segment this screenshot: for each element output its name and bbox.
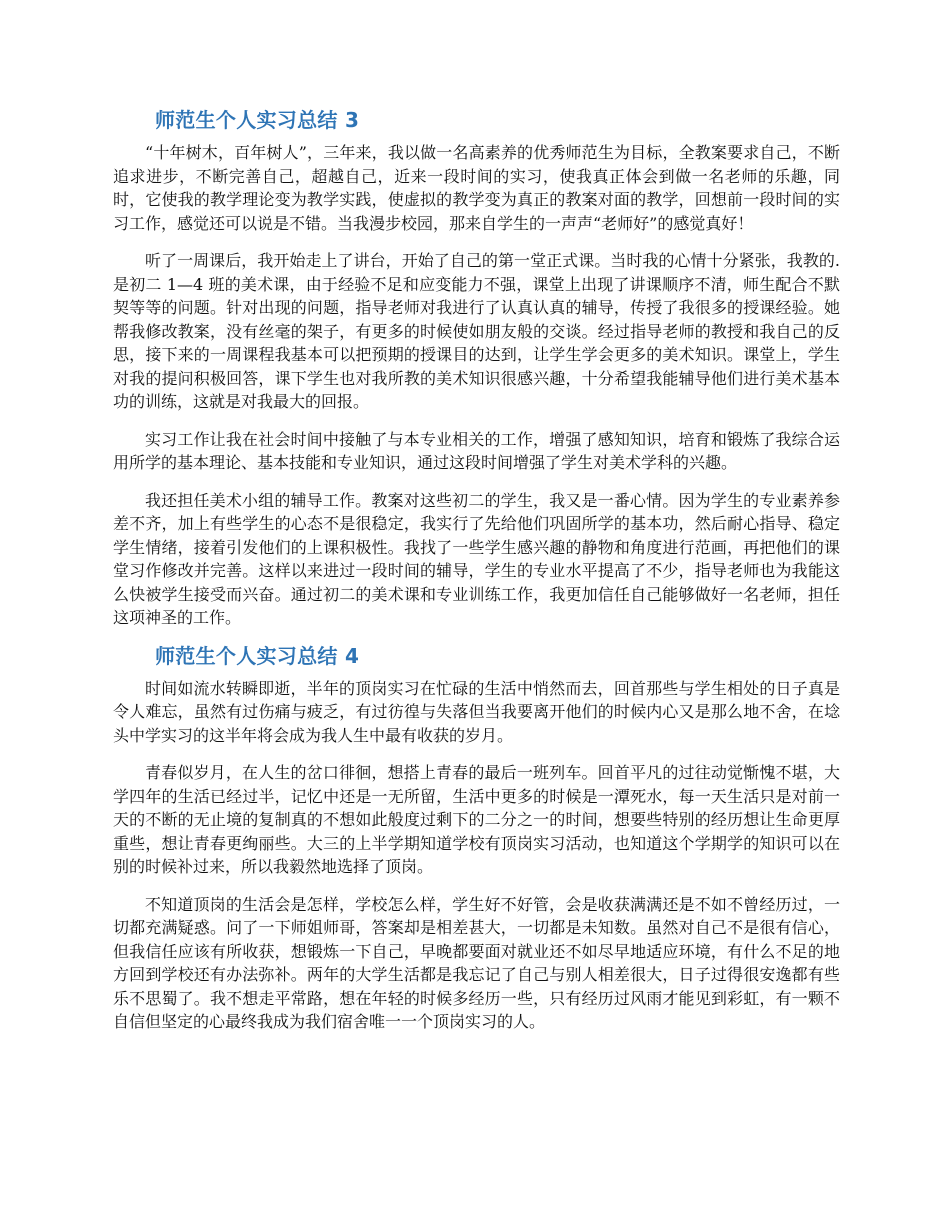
paragraph: 听了一周课后，我开始走上了讲台，开始了自己的第一堂正式课。当时我的心情十分紧张，我教的.是初二 1—4 班的美术课，由于经验不足和应变能力不强，课堂上出现了讲课顺序不清，师生配合不默契等等的问题。针对出现的问题，指导老师对我进行了认真认真的辅导，传授了我很多的授课经验。她帮我修改教案，没有丝毫的架子，有更多的时候使如朋友般的交谈。经过指导老师的教授和我自己的反思，接下来的一周课程我基本可以把预期的授课目的达到，让学生学会更多的美术知识。课堂上，学生对我的提问积极回答，课下学生也对我所教的美术知识很感兴趣，十分希望我能辅导他们进行美术基本功的训练，这就是对我最大的回报。 xyxy=(113,251,840,411)
section-title-4: 师范生个人实习总结 4 xyxy=(155,643,360,668)
paragraph: 我还担任美术小组的辅导工作。教案对这些初二的学生，我又是一番心情。因为学生的专业素养参差不齐，加上有些学生的心态不是很稳定，我实行了先给他们巩固所学的基本功，然后耐心指导、稳定学生情绪，接着引发他们的上课积极性。我找了一些学生感兴趣的静物和角度进行范画，再把他们的课堂习作修改并完善。这样以来进过一段时间的辅导，学生的专业水平提高了不少，指导老师也为我能这么快被学生接受而兴奋。通过初二的美术课和专业训练工作，我更加信任自己能够做好一名老师，担任这项神圣的工作。 xyxy=(113,490,840,627)
paragraph: 不知道顶岗的生活会是怎样，学校怎么样，学生好不好管，会是收获满满还是不如不曾经历过，一切都充满疑惑。问了一下师姐师哥，答案却是相差甚大，一切都是未知数。虽然对自己不是很有信心，但我信任应该有所收获，想锻炼一下自己，早晚都要面对就业还不如尽早地适应环境，有什么不足的地方回到学校还有办法弥补。两年的大学生活都是我忘记了自己与别人相差很大，日子过得很安逸都有些乐不思蜀了。我不想走平常路，想在年轻的时候多经历一些，只有经历过风雨才能见到彩虹，有一颗不自信但坚定的心最终我成为我们宿舍唯一一个顶岗实习的人。 xyxy=(113,894,840,1031)
paragraph: 青春似岁月，在人生的岔口徘徊，想搭上青春的最后一班列车。回首平凡的过往动觉惭愧不堪，大学四年的生活已经过半，记忆中还是一无所留，生活中更多的时候是一潭死水，每一天生活只是对前一天的不断的无止境的复制真的不想如此般度过剩下的二分之一的时间，想要些特别的经历想让生命更厚重些，想让青春更绚丽些。大三的上半学期知道学校有顶岗实习活动，也知道这个学期学的知识可以在别的时候补过来，所以我毅然地选择了顶岗。 xyxy=(113,763,840,876)
section-title-3: 师范生个人实习总结 3 xyxy=(155,108,360,132)
paragraph: “十年树木，百年树人”，三年来，我以做一名高素养的优秀师范生为目标，全教案要求自己，不断追求进步，不断完善自己，超越自己，近来一段时间的实习，使我真正体会到做一名老师的乐趣，同时，它使我的教学理论变为教学实践，使虚拟的教学变为真正的教案对面的教学，回想前一段时间的实习工作，感觉还可以说是不错。当我漫步校园，那来自学生的一声声“老师好”的感觉真好！ xyxy=(113,143,840,233)
paragraph: 实习工作让我在社会时间中接触了与本专业相关的工作，增强了感知知识，培育和锻炼了我综合运用所学的基本理论、基本技能和专业知识，通过这段时间增强了学生对美术学科的兴趣。 xyxy=(113,429,840,472)
paragraph: 时间如流水转瞬即逝，半年的顶岗实习在忙碌的生活中悄然而去，回首那些与学生相处的日子真是令人难忘，虽然有过伤痛与疲乏，有过彷徨与失落但当我要离开他们的时候内心又是那么地不舍，在埝头中学实习的这半年将会成为我人生中最有收获的岁月。 xyxy=(113,678,840,745)
document-body xyxy=(113,108,840,1048)
